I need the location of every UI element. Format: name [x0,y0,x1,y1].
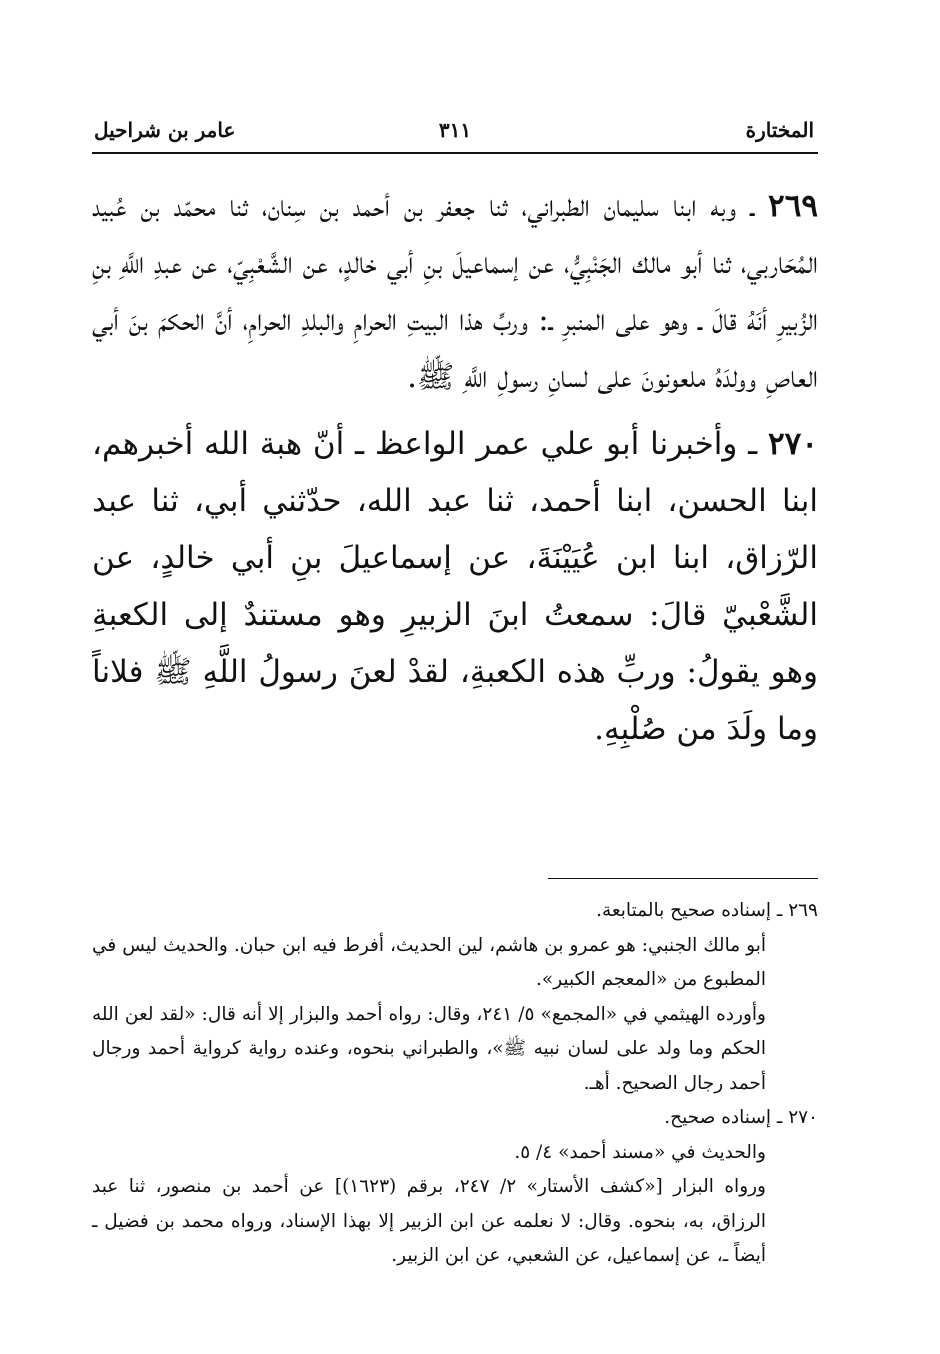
footnote-head: ٢٧٠ ـ إسناده صحيح. [664,1107,818,1128]
hadith-text: ـ وأخبرنا أبو علي عمر الواعظ ـ أنّ هبة الله أخبرهم، ابنا الحسن، ابنا أحمد، ثنا عبد الله، حدّثني أبي، ثنا عبد الرّزاق، ابنا ابن عُيَيْنَةَ، عن إسماعيلَ بنِ أبي خالدٍ، عن الشَّعْبيّ قالَ: سمعتُ ابنَ الزبيرِ وهو مستندٌ إلى الكعبةِ وهو يقولُ: وربِّ هذه الكعبةِ، لقدْ لعنَ رسولُ اللَّهِ ﷺ فلاناً وما ولَدَ من صُلْبِهِ. [92,426,818,747]
footnote-head: ٢٦٩ ـ إسناده صحيح بالمتابعة. [596,900,818,921]
book-title: المختارة [745,118,814,142]
hadith-number: ٢٦٩ [768,188,818,224]
footnote-line: أبو مالك الجنبي: هو عمرو بن هاشم، لين الحديث، أفرط فيه ابن حبان. والحديث ليس في المطبوع من «المعجم الكبير». [92,934,766,990]
footnote-separator [548,878,818,879]
main-text [92,178,818,768]
hadith-text: ـ وبه ابنا سليمان الطبراني، ثنا جعفر بن أحمد بن سِنان، ثنا محمّد بن عُبيد المُحَاربي، ثنا أبو مالك الجَنْبِيُّ، عن إسماعيلَ بنِ أبي خالدٍ، عن الشَّعْبِيّ، عن عبدِ اللَّهِ بنِ الزُبيرِ أنَهُ قالَ ـ وهو على المنبرِ ـ: وربِّ هذا البيتِ الحرامِ والبلدِ الحرامِ، أنَّ الحكمَ بنَ أبي العاصِ وولدَهُ ملعونونَ على لسانِ رسولِ اللَّهِ ﷺ. [92,188,818,395]
footnote [92,894,818,1101]
footnote-line: ورواه البزار [«كشف الأستار» ٢/ ٢٤٧، برقم (١٦٢٣)] عن أحمد بن منصور، ثنا عبد الرزاق، به، بنحوه. وقال: لا نعلمه عن ابن الزبير إلا بهذا الإسناد، ورواه محمد بن فضيل ـ أيضاً ـ، عن إسماعيل، عن الشعبي، عن ابن الزبير. [92,1176,766,1266]
footnote-line: وأورده الهيثمي في «المجمع» ٥/ ٢٤١، وقال: رواه أحمد والبزار إلا أنه قال: «لقد لعن الله الحكم وما ولد على لسان نبيه ﷺ»، والطبراني بنحوه، وعنده رواية كرواية أحمد ورجال أحمد رجال الصحيح. أهـ. [92,1003,766,1094]
footnote-line: والحديث في «مسند أحمد» ٤/ ٥. [514,1141,766,1163]
hadith-paragraph [92,416,818,758]
page-header [92,112,818,154]
hadith-number: ٢٧٠ [768,426,818,462]
page-number: ٣١١ [438,118,472,142]
hadith-paragraph [92,178,818,406]
chapter-title: عامر بن شراحيل [94,118,236,142]
footnotes [92,894,818,1274]
footnote [92,1101,818,1274]
